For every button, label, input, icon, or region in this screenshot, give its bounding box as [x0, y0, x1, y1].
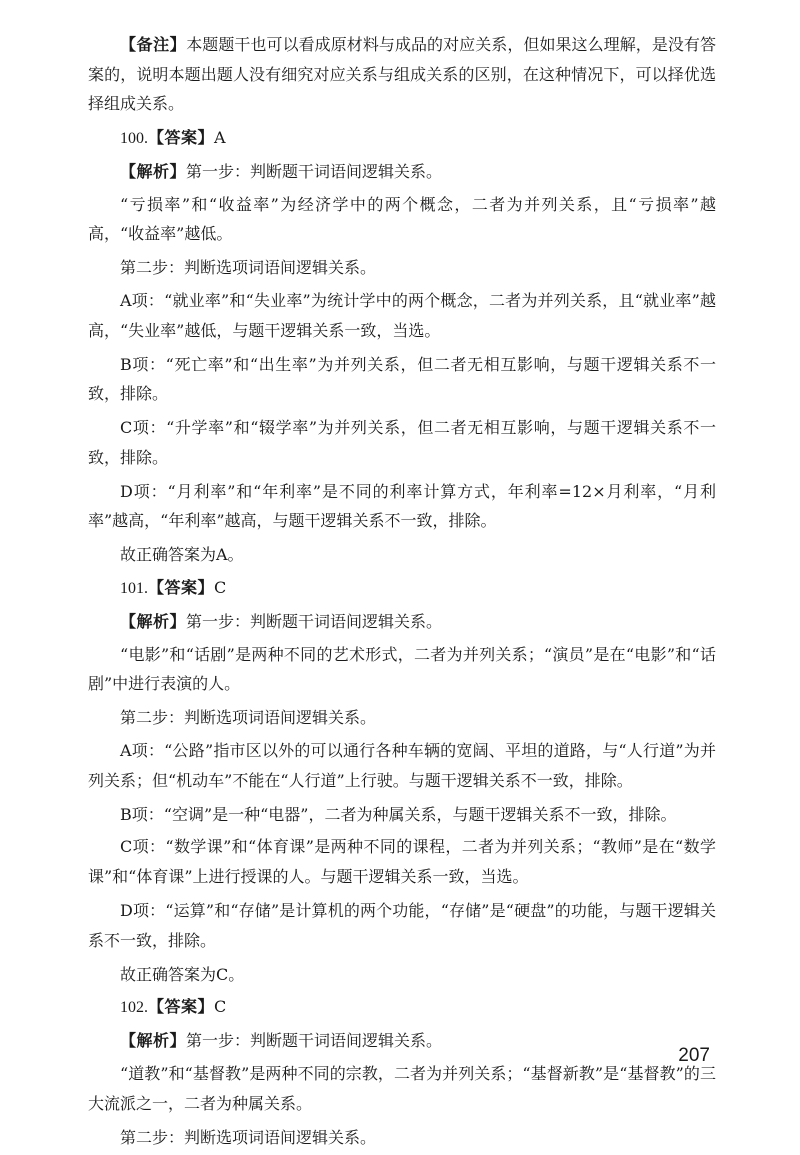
option-d-paragraph: D项：“运算”和“存储”是计算机的两个功能，“存储”是“硬盘”的功能，与题干逻辑关系不一致，排除。 [88, 901, 716, 950]
answer-heading-101 [88, 573, 716, 604]
analysis-paragraph: “亏损率”和“收益率”为经济学中的两个概念，二者为并列关系，且“亏损率”越高，“收益率”越低。 [88, 194, 716, 244]
analysis-tag: 【解析】 [120, 161, 187, 181]
analysis-heading [88, 157, 716, 187]
analysis-tag: 【解析】 [120, 1031, 187, 1051]
analysis-heading [88, 607, 716, 637]
conclusion-paragraph: 故正确答案为C。 [120, 964, 245, 984]
paragraph-text: 第一步：判断题干词语间逻辑关系。 [186, 161, 443, 181]
analysis-heading [88, 1026, 716, 1056]
document-body [88, 30, 716, 1155]
answer-value: C [214, 997, 227, 1017]
question-number: 100. [120, 130, 148, 148]
note-paragraph [88, 30, 716, 119]
answer-value: A [214, 128, 226, 148]
option-b-paragraph: B项：“空调”是一种“电器”，二者为种属关系，与题干逻辑关系不一致，排除。 [120, 804, 677, 824]
page-number: 207 [678, 1045, 710, 1066]
option-c-paragraph: C项：“数学课”和“体育课”是两种不同的课程，二者为并列关系；“教师”是在“数学课”和“体育课”上进行授课的人。与题干逻辑关系一致，当选。 [88, 837, 716, 887]
step-paragraph: 第二步：判断选项词语间逻辑关系。 [120, 708, 377, 728]
paragraph-text: 本题题干也可以看成原材料与成品的对应关系，但如果这么理解，是没有答案的，说明本题出题人没有细究对应关系与组成关系的区别，在这种情况下，可以择优选择组成关系。 [88, 35, 716, 114]
option-a-paragraph: A项：“就业率”和“失业率”为统计学中的两个概念，二者为并列关系，且“就业率”越高，“失业率”越低，与题干逻辑关系一致，当选。 [88, 291, 716, 340]
option-d-paragraph: D项：“月利率”和“年利率”是不同的利率计算方式，年利率=12×月利率，“月利率”越高，“年利率”越高，与题干逻辑关系不一致，排除。 [88, 481, 716, 531]
step-paragraph: 第二步：判断选项词语间逻辑关系。 [120, 1127, 377, 1147]
analysis-paragraph: “道教”和“基督教”是两种不同的宗教，二者为并列关系；“基督新教”是“基督教”的三大流派之一，二者为种属关系。 [88, 1063, 716, 1113]
question-number: 101. [120, 580, 148, 598]
answer-heading-100 [88, 123, 716, 154]
question-number: 102. [120, 999, 148, 1017]
step-paragraph: 第二步：判断选项词语间逻辑关系。 [120, 258, 377, 278]
analysis-tag: 【解析】 [120, 611, 187, 631]
option-a-paragraph: A项：“公路”指市区以外的可以通行各种车辆的宽阔、平坦的道路，与“人行道”为并列关系；但“机动车”不能在“人行道”上行驶。与题干逻辑关系不一致，排除。 [88, 741, 716, 790]
answer-tag: 【答案】 [148, 997, 215, 1017]
conclusion-paragraph: 故正确答案为A。 [120, 545, 244, 565]
answer-heading-102 [88, 992, 716, 1023]
note-tag: 【备注】 [120, 35, 187, 54]
answer-value: C [214, 578, 227, 598]
paragraph-text: 第一步：判断题干词语间逻辑关系。 [186, 1031, 443, 1051]
option-c-paragraph: C项：“升学率”和“辍学率”为并列关系，但二者无相互影响，与题干逻辑关系不一致，排除。 [88, 418, 716, 467]
option-b-paragraph: B项：“死亡率”和“出生率”为并列关系，但二者无相互影响，与题干逻辑关系不一致，排除。 [88, 354, 716, 404]
answer-tag: 【答案】 [148, 578, 215, 598]
paragraph-text: 第一步：判断题干词语间逻辑关系。 [186, 611, 443, 631]
answer-tag: 【答案】 [148, 128, 215, 148]
analysis-paragraph: “电影”和“话剧”是两种不同的艺术形式，二者为并列关系；“演员”是在“电影”和“话剧”中进行表演的人。 [88, 644, 716, 694]
